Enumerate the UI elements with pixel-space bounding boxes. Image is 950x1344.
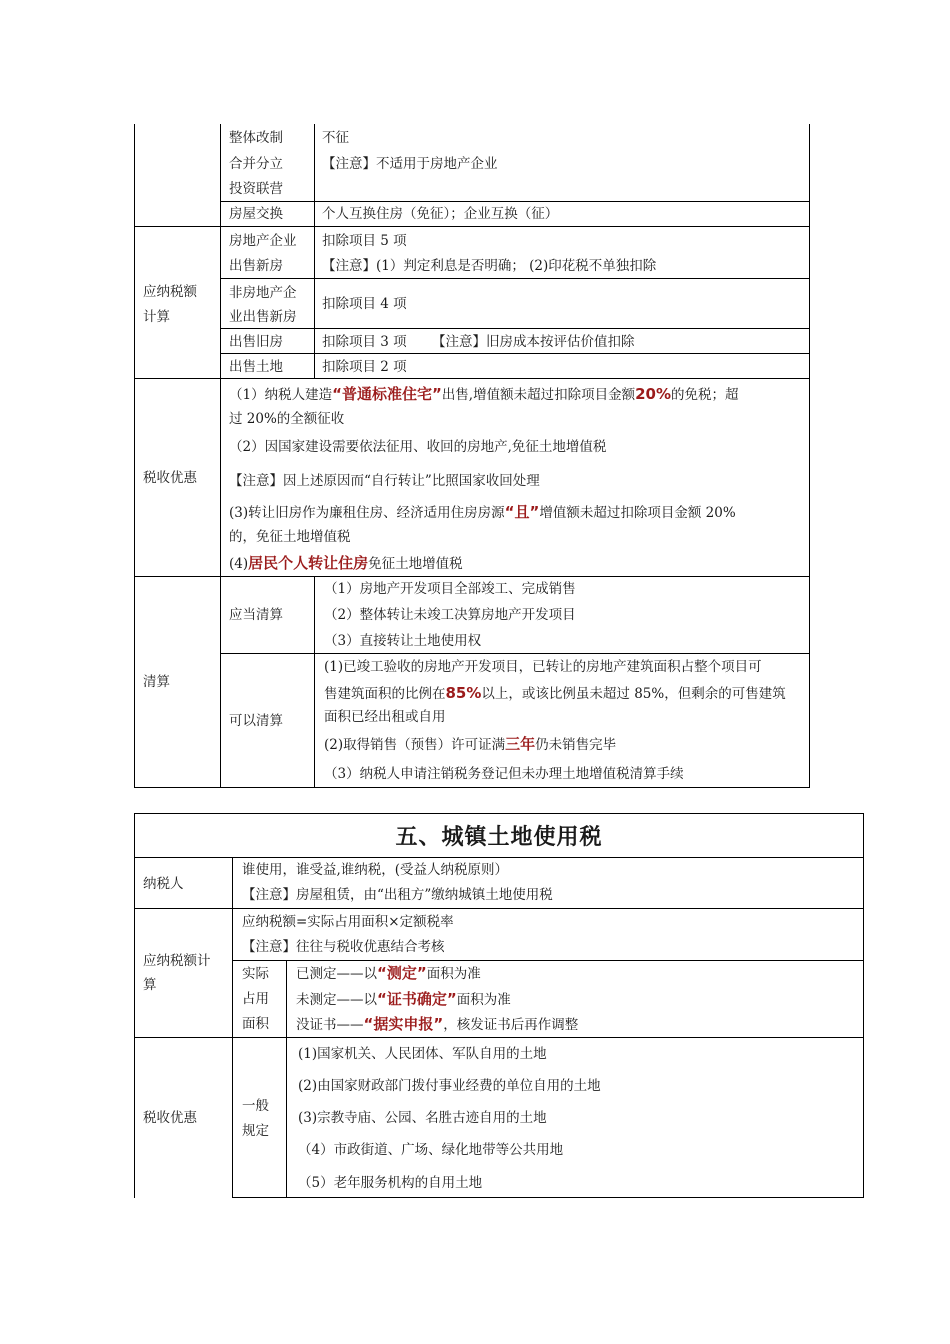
- no-cert-highlight: “据实申报”: [363, 1015, 444, 1033]
- may-2-text-a: (2)取得销售（预售）许可证满: [324, 737, 506, 753]
- table-left-border: [134, 124, 135, 788]
- may-clear-item-3: （3）纳税人申请注销税务登记但未办理土地增值税清算手续: [324, 766, 684, 782]
- hline: [134, 576, 810, 577]
- pref-item-1: [229, 385, 739, 404]
- pref-4-highlight: 居民个人转让住房: [248, 554, 369, 572]
- pref-1-text-c: 的免税；超: [671, 387, 739, 403]
- clearing-label: 清算: [143, 674, 170, 690]
- pref-1-text-a: （1）纳税人建造: [229, 387, 333, 403]
- no-cert-line: [296, 1015, 578, 1034]
- merger-label: 合并分立: [229, 156, 283, 172]
- table-right-border: [809, 124, 810, 788]
- restructure-label: 整体改制: [229, 130, 283, 146]
- general-rule-label-1: 一般: [242, 1098, 269, 1114]
- must-clear-label: 应当清算: [229, 607, 283, 623]
- payer-label: 纳税人: [143, 876, 184, 892]
- land-sale-label: 出售土地: [229, 359, 283, 375]
- hline: [220, 278, 810, 279]
- pref-3-text-a: (3)转让旧房作为廉租住房、经济适用住房房源: [229, 505, 505, 521]
- hline: [134, 787, 810, 788]
- may-clear-label: 可以清算: [229, 713, 283, 729]
- deduct-3-note: 【注意】旧房成本按评估价值扣除: [432, 334, 635, 350]
- t2-calc-label-2: 算: [143, 977, 157, 993]
- pref-item-3: [229, 503, 736, 522]
- pref-1-percent: 20%: [635, 385, 672, 403]
- hline: [134, 908, 864, 909]
- hline: [220, 328, 810, 329]
- area-label-3: 面积: [242, 1016, 269, 1032]
- re-company-label-2: 出售新房: [229, 258, 283, 274]
- may-clear-item-2: [324, 735, 616, 754]
- non-re-company-label-2: 业出售新房: [229, 309, 297, 325]
- hline: [134, 226, 810, 227]
- may-1-percent: 85%: [445, 684, 482, 702]
- pref-item-1-cont: 过 20%的全额征收: [229, 411, 345, 427]
- re-company-label-1: 房地产企业: [229, 233, 297, 249]
- payer-note: 【注意】房屋租赁，由“出租方”缴纳城镇土地使用税: [242, 887, 553, 903]
- pref-3-text-b: 增值额未超过扣除项目金额 20%: [539, 505, 736, 521]
- not-apply-note: 【注意】不适用于房地产企业: [322, 156, 498, 172]
- pref-1-highlight: “普通标准住宅”: [332, 385, 442, 403]
- col2-divider-bottom: [314, 576, 315, 788]
- no-cert-text-b: ，核发证书后再作调整: [443, 1017, 579, 1033]
- hline: [220, 653, 810, 654]
- deduct-5-note: 【注意】(1）判定利息是否明确； (2)印花税不单独扣除: [322, 258, 657, 274]
- hline: [232, 960, 864, 961]
- hline: [134, 1037, 864, 1038]
- t2-area-divider: [286, 960, 287, 1037]
- pref-1-text-b: 出售,增值额未超过扣除项目金额: [441, 387, 636, 403]
- pref-4-text-b: 免征土地增值税: [368, 556, 463, 572]
- pref-4-text-a: (4): [229, 556, 249, 572]
- hline: [232, 1197, 864, 1198]
- non-re-company-label-1: 非房地产企: [229, 285, 297, 301]
- payer-principle: 谁使用，谁受益,谁纳税，(受益人纳税原则）: [242, 862, 509, 878]
- unmeasured-text-b: 面积为准: [456, 992, 511, 1008]
- house-exchange-label: 房屋交换: [229, 206, 283, 222]
- pref-note: 【注意】因上述原因而“自行转让”比照国家收回处理: [229, 473, 540, 489]
- may-1-text-b: 以上，或该比例虽未超过 85%，但剩余的可售建筑: [481, 686, 786, 702]
- must-clear-item-2: （2）整体转让未竣工决算房地产开发项目: [324, 607, 576, 623]
- measured-line: [296, 964, 481, 983]
- tax-pref-label: 税收优惠: [143, 470, 197, 486]
- may-1-text-a: 售建筑面积的比例在: [324, 686, 446, 702]
- measured-text-a: 已测定——以: [296, 966, 377, 982]
- exempt-item-4: （4）市政街道、广场、绿化地带等公共用地: [298, 1142, 564, 1158]
- general-rule-label-2: 规定: [242, 1123, 269, 1139]
- calc-label-line2: 计算: [143, 309, 170, 325]
- unmeasured-text-a: 未测定——以: [296, 992, 377, 1008]
- formula-note: 【注意】往往与税收优惠结合考核: [242, 939, 445, 955]
- hline: [220, 353, 810, 354]
- hline: [134, 378, 810, 379]
- pref-item-3-cont: 的，免征土地增值税: [229, 529, 351, 545]
- col2-divider-top: [314, 124, 315, 378]
- exempt-item-2: (2)由国家财政部门拨付事业经费的单位自用的土地: [298, 1078, 601, 1094]
- col1-divider: [220, 124, 221, 788]
- area-label-1: 实际: [242, 966, 269, 982]
- unmeasured-line: [296, 990, 511, 1009]
- t2-pref-divider: [286, 1038, 287, 1198]
- no-tax-text: 不征: [322, 130, 349, 146]
- section-title: 五、城镇土地使用税: [395, 825, 603, 850]
- pref-item-4: [229, 554, 463, 573]
- exempt-item-1: (1)国家机关、人民团体、军队自用的土地: [298, 1046, 547, 1062]
- pref-item-2: （2）因国家建设需要依法征用、收回的房地产,免征土地增值税: [229, 439, 607, 455]
- may-2-highlight: 三年: [505, 735, 536, 753]
- house-exchange-text: 个人互换住房（免征）；企业互换（征）: [322, 206, 559, 222]
- must-clear-item-3: （3）直接转让土地使用权: [324, 633, 482, 649]
- no-cert-text-a: 没证书——: [296, 1017, 364, 1033]
- area-label-2: 占用: [242, 991, 269, 1007]
- old-house-label: 出售旧房: [229, 334, 283, 350]
- t2-tax-pref-label: 税收优惠: [143, 1110, 197, 1126]
- pref-3-highlight: “且”: [504, 503, 540, 521]
- deduct-5-text: 扣除项目 5 项: [322, 233, 407, 249]
- investment-label: 投资联营: [229, 181, 283, 197]
- may-clear-item-1-cont: [324, 684, 786, 703]
- measured-highlight: “测定”: [377, 964, 427, 982]
- deduct-3-text: 扣除项目 3 项: [322, 334, 407, 350]
- may-clear-item-1: (1)已竣工验收的房地产开发项目，已转让的房地产建筑面积占整个项目可: [324, 659, 762, 675]
- hline: [220, 201, 810, 202]
- may-2-text-b: 仍未销售完毕: [535, 737, 617, 753]
- unmeasured-highlight: “证书确定”: [377, 990, 457, 1008]
- deduct-2-text: 扣除项目 2 项: [322, 359, 407, 375]
- t2-calc-label-1: 应纳税额计: [143, 953, 211, 969]
- measured-text-b: 面积为准: [426, 966, 481, 982]
- formula-text: 应纳税额=实际占用面积×定额税率: [242, 914, 454, 930]
- exempt-item-3: (3)宗教寺庙、公园、名胜古迹自用的土地: [298, 1110, 547, 1126]
- must-clear-item-1: （1）房地产开发项目全部竣工、完成销售: [324, 581, 576, 597]
- may-clear-item-1-end: 面积已经出租或自用: [324, 709, 446, 725]
- deduct-4-text: 扣除项目 4 项: [322, 296, 407, 312]
- calc-label-line1: 应纳税额: [143, 284, 197, 300]
- exempt-item-5: （5）老年服务机构的自用土地: [298, 1175, 483, 1191]
